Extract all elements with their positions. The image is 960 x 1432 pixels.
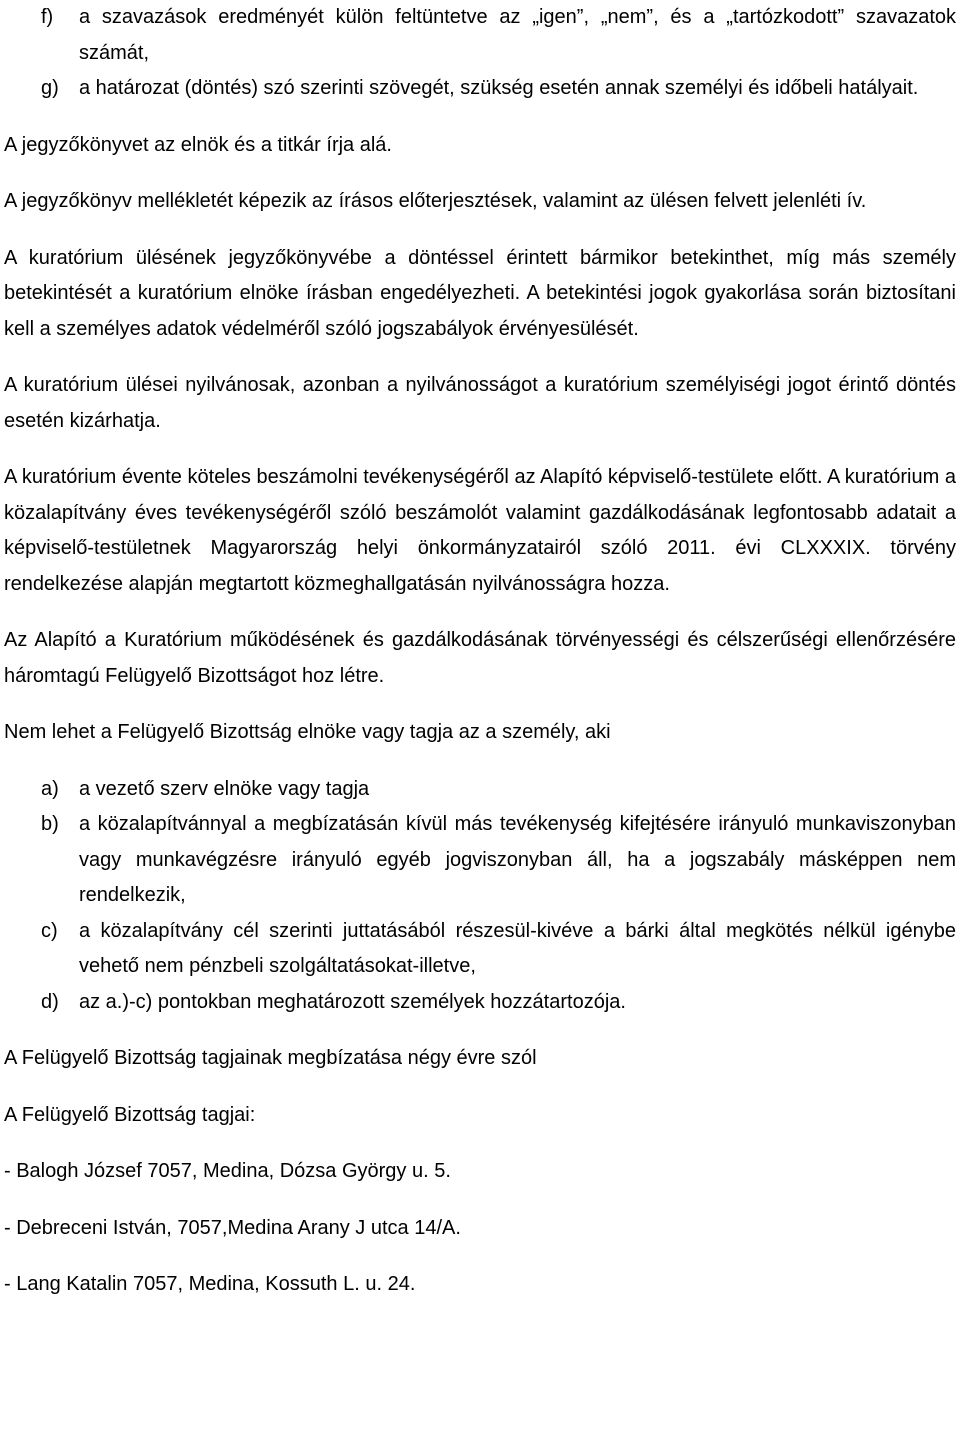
member-entry: - Balogh József 7057, Medina, Dózsa György u. 5. bbox=[4, 1160, 451, 1182]
paragraph-annual-report: A kuratórium évente köteles beszámolni tevékenységéről az Alapító képviselő-testülete előtt. A kuratórium a közalapítvány éves tevékenységéről szóló beszámolót valamint gazdálkodásának legfontosabb adatait a képviselő-testületnek Magyarország helyi önkormányzatairól szóló 2011. évi CLXXXIX. törvény rendelkezése alapján megtartott közmeghallgatásán nyilvánosságra hozza. bbox=[4, 466, 956, 595]
list-marker: c) bbox=[41, 919, 58, 942]
list-item bbox=[4, 985, 956, 1021]
list-item bbox=[4, 807, 956, 914]
paragraph-supervisory-board: Az Alapító a Kuratórium működésének és gazdálkodásának törvényességi és célszerűségi ellenőrzésére háromtagú Felügyelő Bizottságot hoz létre. bbox=[4, 629, 956, 687]
list-item bbox=[4, 914, 956, 985]
board-members-list bbox=[4, 1154, 956, 1303]
list-marker: d) bbox=[41, 990, 59, 1013]
list-item-text: a közalapítvány cél szerinti juttatásából részesül-kivéve a bárki által megkötés nélkül igénybe vehető nem pénzbeli szolgáltatásokat-illetve, bbox=[79, 919, 956, 977]
list-item-text: az a.)-c) pontokban meghatározott személyek hozzátartozója. bbox=[79, 990, 626, 1013]
list-item-text: a vezető szerv elnöke vagy tagja bbox=[79, 777, 370, 800]
ineligibility-criteria-list bbox=[4, 772, 956, 1021]
list-item-text: a szavazások eredményét külön feltüntetve az „igen”, „nem”, és a „tartózkodott” szavazatok számát, bbox=[79, 6, 956, 64]
member-entry: - Debreceni István, 7057,Medina Arany J utca 14/A. bbox=[4, 1216, 461, 1239]
list-item bbox=[4, 71, 956, 107]
list-marker: f) bbox=[41, 6, 54, 28]
list-item bbox=[4, 772, 956, 808]
voting-record-list bbox=[4, 0, 956, 107]
list-marker: a) bbox=[41, 777, 59, 800]
document-page bbox=[4, 0, 956, 1303]
member-entry: - Lang Katalin 7057, Medina, Kossuth L. u. 24. bbox=[4, 1273, 416, 1295]
paragraph-inspection-rights: A kuratórium ülésének jegyzőkönyvébe a döntéssel érintett bármikor betekinthet, míg más személy betekintését a kuratórium elnöke írásban engedélyezheti. A betekintési jogok gyakorlása során biztosítani kell a személyes adatok védelméről szóló jogszabályok érvényesülését. bbox=[4, 246, 956, 340]
paragraph-ineligibility: Nem lehet a Felügyelő Bizottság elnöke vagy tagja az a személy, aki bbox=[4, 721, 611, 743]
list-item-text: a határozat (döntés) szó szerinti szövegét, szükség esetén annak személyi és időbeli hatályait. bbox=[79, 77, 919, 99]
paragraph-public-meetings: A kuratórium ülései nyilvánosak, azonban a nyilvánosságot a kuratórium személyiségi jogot érintő döntés esetén kizárhatja. bbox=[4, 374, 956, 432]
list-item-text: a közalapítvánnyal a megbízatásán kívül más tevékenység kifejtésére irányuló munkaviszonyban vagy munkavégzésre irányuló egyéb jogviszonyban áll, ha a jogszabály másképpen nem rendelkezik, bbox=[79, 813, 956, 906]
list-marker: b) bbox=[41, 813, 59, 835]
paragraph-term-of-office: A Felügyelő Bizottság tagjainak megbízatása négy évre szól bbox=[4, 1047, 537, 1069]
paragraph-members-heading: A Felügyelő Bizottság tagjai: bbox=[4, 1103, 256, 1126]
list-marker: g) bbox=[41, 77, 59, 99]
paragraph-attachments: A jegyzőkönyv mellékletét képezik az írásos előterjesztések, valamint az ülésen felvett jelenléti ív. bbox=[4, 190, 867, 212]
paragraph-signature: A jegyzőkönyvet az elnök és a titkár írja alá. bbox=[4, 133, 392, 156]
list-item bbox=[4, 0, 956, 71]
